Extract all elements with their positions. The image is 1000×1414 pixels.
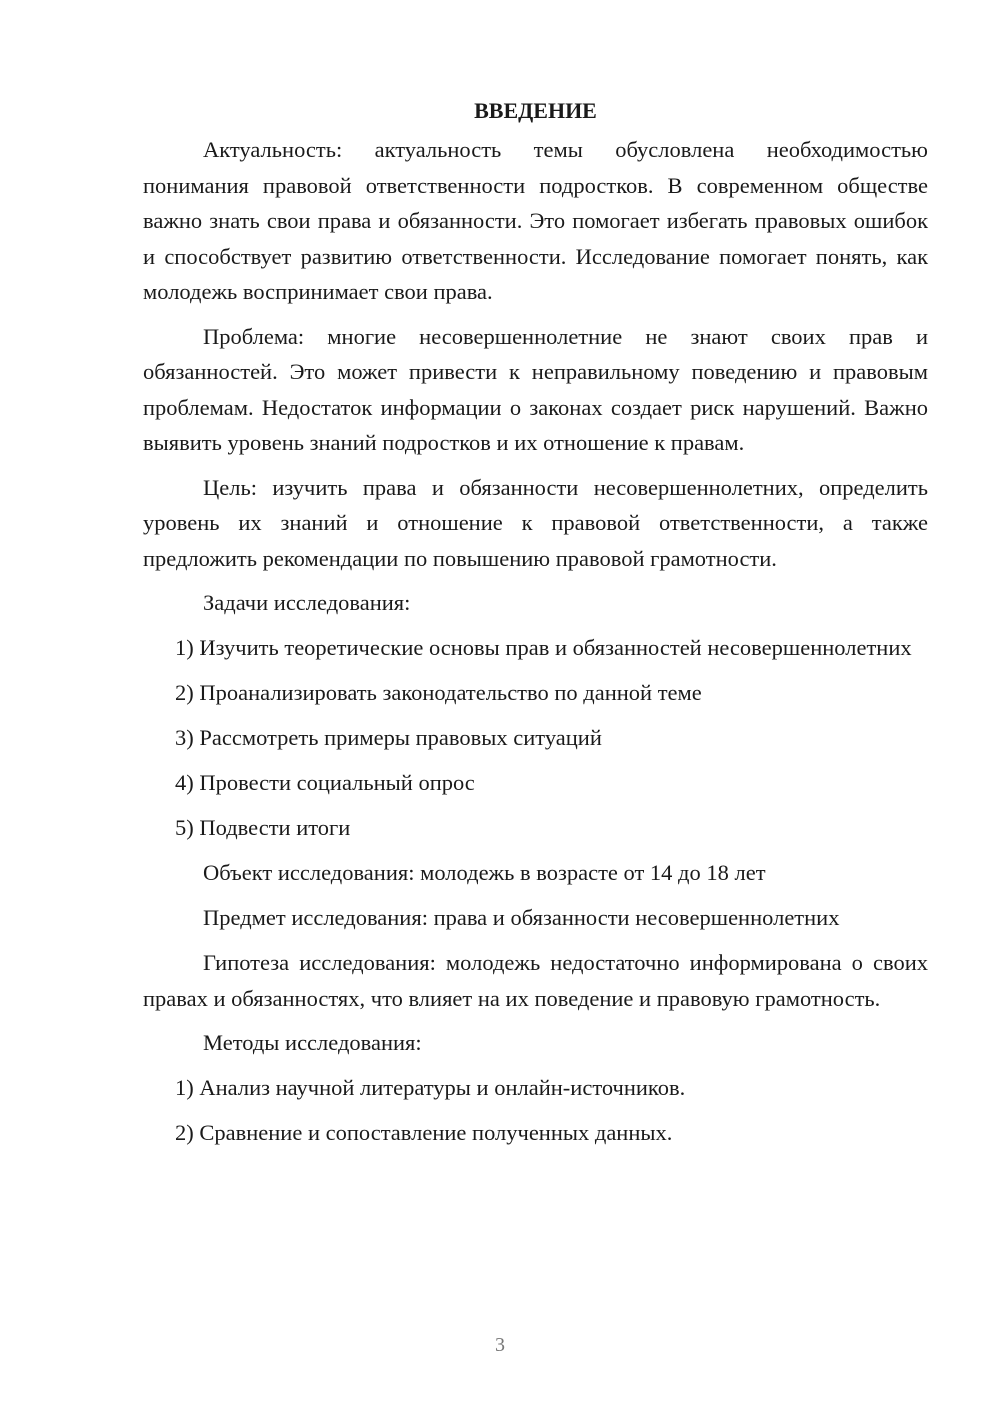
goal-paragraph: Цель: изучить права и обязанности несовершеннолетних, определить уровень их знаний и отношение к правовой ответственности, а также предложить рекомендации по повышению правовой грамотности.	[143, 474, 928, 571]
method-item: 1) Анализ научной литературы и онлайн-источников.	[175, 1075, 686, 1100]
methods-list	[143, 1070, 928, 1151]
task-item: 5) Подвести итоги	[175, 815, 351, 840]
page-content	[143, 96, 928, 1160]
tasks-list	[143, 630, 928, 846]
tasks-heading: Задачи исследования:	[203, 590, 411, 615]
task-item: 3) Рассмотреть примеры правовых ситуаций	[175, 725, 602, 750]
page-number: 3	[495, 1334, 505, 1356]
section-title: ВВЕДЕНИЕ	[474, 98, 597, 123]
task-item: 4) Провести социальный опрос	[175, 770, 475, 795]
problem-paragraph: Проблема: многие несовершеннолетние не знают своих прав и обязанностей. Это может привести к неправильному поведению и правовым проблемам. Недостаток информации о законах создает риск нарушений. Важно выявить уровень знаний подростков и их отношение к правам.	[143, 323, 928, 455]
research-object: Объект исследования: молодежь в возрасте от 14 до 18 лет	[203, 860, 766, 885]
task-item: 1) Изучить теоретические основы прав и обязанностей несовершеннолетних	[175, 635, 912, 660]
hypothesis-paragraph: Гипотеза исследования: молодежь недостаточно информирована о своих правах и обязанностях, что влияет на их поведение и правовую грамотность.	[143, 950, 928, 1011]
research-subject: Предмет исследования: права и обязанности несовершеннолетних	[203, 905, 840, 930]
methods-heading: Методы исследования:	[203, 1030, 422, 1055]
method-item: 2) Сравнение и сопоставление полученных данных.	[175, 1120, 673, 1145]
relevance-paragraph: Актуальность: актуальность темы обусловлена необходимостью понимания правовой ответственности подростков. В современном обществе важно знать свои права и обязанности. Это помогает избегать правовых ошибок и способствует развитию ответственности. Исследование помогает понять, как молодежь воспринимает свои права.	[143, 137, 928, 304]
task-item: 2) Проанализировать законодательство по данной теме	[175, 680, 702, 705]
